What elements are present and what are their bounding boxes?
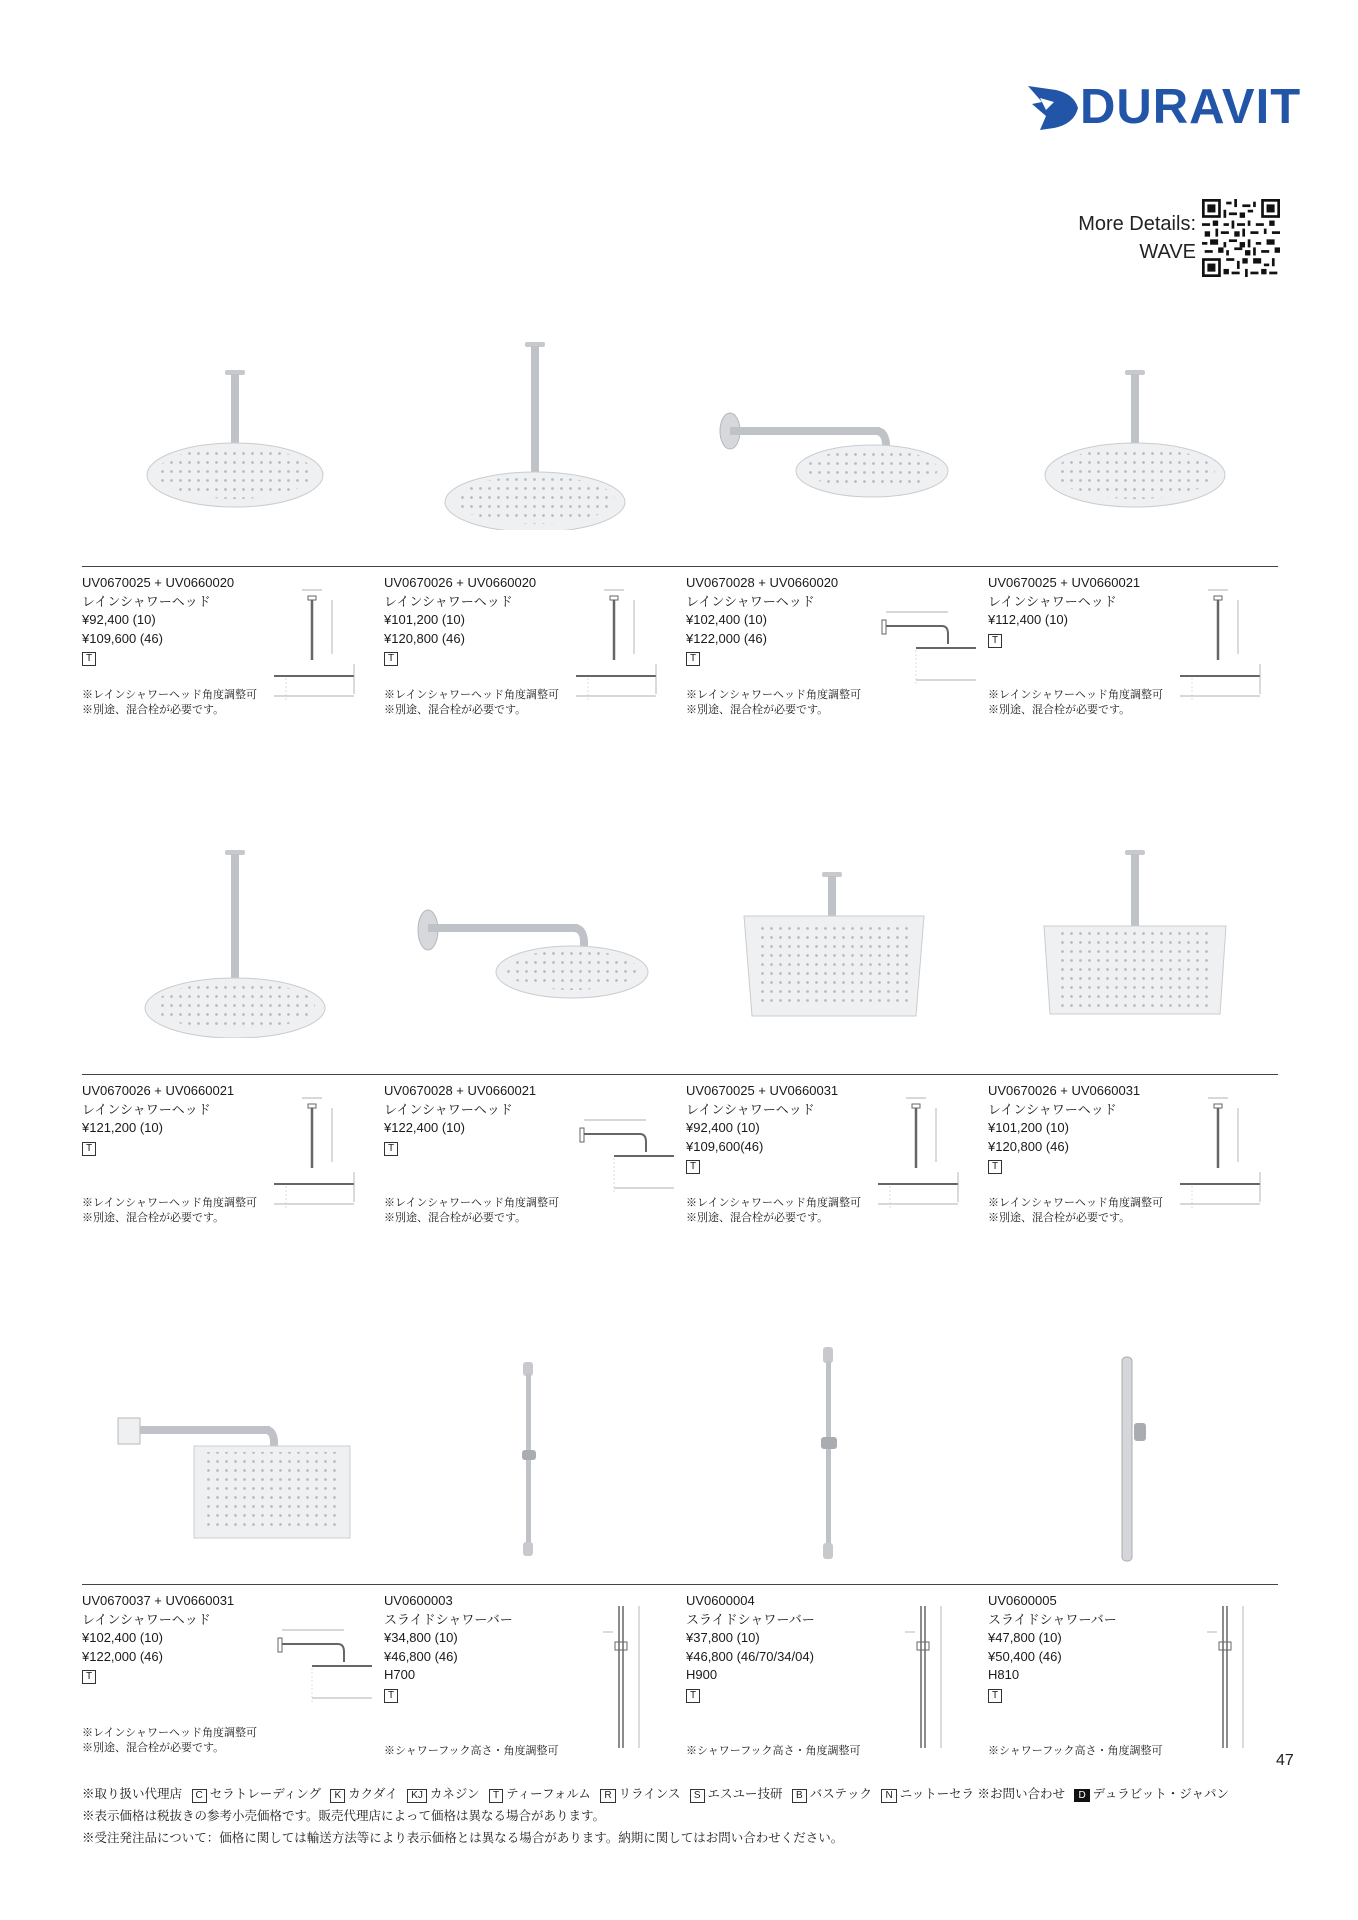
dealer-badge: T [988, 634, 1002, 648]
product-code: UV0670026 + UV0660031 [988, 1083, 1141, 1098]
product-card [82, 574, 382, 734]
product-name: スライドシャワーバー [384, 1611, 513, 1627]
product-info [82, 1592, 242, 1685]
product-photo-8 [1040, 848, 1230, 1018]
product-card [686, 574, 986, 734]
product-code: UV0600003 [384, 1593, 453, 1608]
technical-drawing [272, 584, 372, 704]
product-photo-7 [740, 870, 930, 1020]
product-note: ※別途、混合栓が必要です。 [82, 1742, 225, 1754]
product-photo-2 [440, 340, 630, 530]
more-details-label: More Details: [1078, 213, 1196, 235]
product-note: ※シャワーフック高さ・角度調整可 [988, 1745, 1163, 1757]
dealer-badge: S [690, 1789, 705, 1803]
product-note: ※レインシャワーヘッド角度調整可 [988, 1197, 1163, 1209]
footer-order-note: ※受注発注品について：価格に関しては輸送方法等により表示価格とは異なる場合があります。納期に関してはお問い合わせください。 [82, 1831, 844, 1845]
product-code: UV0670025 + UV0660021 [988, 575, 1141, 590]
product-note: ※レインシャワーヘッド角度調整可 [82, 1197, 257, 1209]
product-code: UV0670025 + UV0660020 [82, 575, 235, 590]
product-note: ※レインシャワーヘッド角度調整可 [988, 689, 1163, 701]
product-price: ¥112,400 (10) [988, 612, 1068, 627]
product-price: ¥50,400 (46) [988, 1648, 1062, 1664]
product-note: ※レインシャワーヘッド角度調整可 [686, 689, 861, 701]
inquiry-name: デュラビット・ジャパン [1092, 1787, 1230, 1801]
product-card [988, 1082, 1288, 1242]
product-photo-5 [140, 848, 330, 1038]
dealers-prefix: ※取り扱い代理店 [82, 1787, 183, 1801]
technical-drawing [574, 584, 674, 704]
series-name: WAVE [1139, 241, 1196, 263]
product-note: ※シャワーフック高さ・角度調整可 [686, 1745, 861, 1757]
row-divider-3 [82, 1584, 1278, 1585]
product-price: H700 [384, 1667, 416, 1682]
technical-drawing [272, 1602, 372, 1722]
technical-drawing [272, 1092, 372, 1212]
page-number: 47 [1276, 1752, 1294, 1769]
product-name: レインシャワーヘッド [686, 1101, 815, 1117]
product-note: ※シャワーフック高さ・角度調整可 [384, 1745, 559, 1757]
product-note: ※別途、混合栓が必要です。 [82, 704, 225, 716]
dealer-name: エスユー技研 [707, 1787, 783, 1801]
product-code: UV0670025 + UV0660031 [686, 1083, 839, 1098]
product-info [686, 1592, 846, 1703]
product-price: ¥120,800 (46) [384, 630, 465, 646]
dealer-badge: T [686, 1689, 700, 1703]
product-price: ¥92,400 (10) [686, 1120, 760, 1135]
dealer-badge: T [384, 1142, 398, 1156]
dealer-badge: T [82, 1670, 96, 1684]
dealer-name: カクダイ [348, 1787, 398, 1801]
product-card [82, 1082, 382, 1242]
product-price: ¥34,800 (10) [384, 1630, 458, 1645]
product-info [82, 574, 242, 667]
qr-code-icon[interactable] [1202, 199, 1280, 277]
product-card [988, 574, 1288, 734]
product-note: ※レインシャワーヘッド角度調整可 [384, 1197, 559, 1209]
dealer-name: リラインス [618, 1787, 681, 1801]
duravit-logo [1026, 80, 1302, 136]
product-photo-6 [414, 904, 654, 1014]
dealer-badge: T [384, 1689, 398, 1703]
product-price: H810 [988, 1667, 1020, 1682]
dealer-badge: B [792, 1789, 807, 1803]
brand-name: DURAVIT [1080, 80, 1302, 134]
product-price: H900 [686, 1667, 718, 1682]
technical-drawing [599, 1602, 699, 1752]
inquiry-label: ※お問い合わせ [977, 1787, 1065, 1801]
dealer-badge: N [881, 1789, 896, 1803]
product-info [686, 1082, 846, 1175]
technical-drawing [876, 584, 976, 704]
product-price: ¥102,400 (10) [686, 612, 767, 627]
product-card [384, 574, 684, 734]
product-price: ¥109,600 (46) [82, 630, 163, 646]
product-code: UV0670037 + UV0660031 [82, 1593, 235, 1608]
product-info [988, 574, 1148, 648]
product-card [988, 1592, 1288, 1757]
footer-dealers [82, 1783, 1229, 1805]
product-photo-10 [515, 1360, 545, 1560]
product-name: レインシャワーヘッド [82, 593, 211, 609]
product-info [384, 574, 544, 667]
dealer-badge: T [686, 652, 700, 666]
product-note: ※レインシャワーヘッド角度調整可 [686, 1197, 861, 1209]
product-photo-1 [140, 368, 330, 508]
product-photo-12 [1110, 1355, 1150, 1565]
product-price: ¥102,400 (10) [82, 1630, 163, 1645]
product-note: ※別途、混合栓が必要です。 [686, 704, 829, 716]
product-note: ※別途、混合栓が必要です。 [384, 1212, 527, 1224]
product-name: スライドシャワーバー [686, 1611, 815, 1627]
product-photo-11 [815, 1345, 845, 1565]
product-card [384, 1592, 684, 1757]
product-name: レインシャワーヘッド [988, 593, 1117, 609]
product-info [686, 574, 846, 667]
product-info [988, 1082, 1148, 1175]
product-price: ¥101,200 (10) [988, 1120, 1069, 1135]
product-info [384, 1082, 544, 1156]
product-price: ¥46,800 (46) [384, 1648, 458, 1664]
product-info [82, 1082, 242, 1156]
product-note: ※レインシャワーヘッド角度調整可 [82, 1727, 257, 1739]
product-code: UV0600005 [988, 1593, 1057, 1608]
product-price: ¥37,800 (10) [686, 1630, 760, 1645]
dealer-badge: C [192, 1789, 207, 1803]
dealer-badge: T [82, 652, 96, 666]
dealer-badge: T [489, 1789, 503, 1803]
dealer-name: カネジン [429, 1787, 480, 1801]
technical-drawing [1203, 1602, 1303, 1752]
product-note: ※別途、混合栓が必要です。 [384, 704, 527, 716]
product-note: ※レインシャワーヘッド角度調整可 [82, 689, 257, 701]
product-price: ¥92,400 (10) [82, 612, 156, 627]
product-name: レインシャワーヘッド [384, 593, 513, 609]
footer-price-note: ※表示価格は税抜きの参考小売価格です。販売代理店によって価格は異なる場合があります。 [82, 1809, 606, 1823]
product-note: ※別途、混合栓が必要です。 [82, 1212, 225, 1224]
product-price: ¥109,600(46) [686, 1138, 764, 1154]
dealer-badge: T [988, 1689, 1002, 1703]
product-card [384, 1082, 684, 1242]
dealer-badge: KJ [407, 1789, 427, 1803]
inquiry-badge: D [1074, 1789, 1089, 1802]
dealer-name: セラトレーディング [209, 1787, 321, 1801]
product-photo-9 [114, 1412, 354, 1542]
product-price: ¥120,800 (46) [988, 1138, 1069, 1154]
product-name: レインシャワーヘッド [82, 1101, 211, 1117]
duravit-bird-icon [1026, 80, 1082, 136]
product-code: UV0670028 + UV0660020 [686, 575, 839, 590]
product-name: レインシャワーヘッド [686, 593, 815, 609]
product-name: レインシャワーヘッド [384, 1101, 513, 1117]
product-note: ※別途、混合栓が必要です。 [988, 704, 1131, 716]
more-details [1078, 210, 1196, 266]
product-name: レインシャワーヘッド [988, 1101, 1117, 1117]
product-code: UV0600004 [686, 1593, 755, 1608]
product-price: ¥47,800 (10) [988, 1630, 1062, 1645]
product-photo-4 [1040, 368, 1230, 513]
product-price: ¥122,000 (46) [686, 630, 767, 646]
product-note: ※別途、混合栓が必要です。 [988, 1212, 1131, 1224]
product-card [686, 1592, 986, 1757]
product-price: ¥101,200 (10) [384, 612, 465, 627]
row-divider-1 [82, 566, 1278, 567]
row-divider-2 [82, 1074, 1278, 1075]
product-info [988, 1592, 1148, 1703]
dealer-badge: T [988, 1160, 1002, 1174]
product-note: ※別途、混合栓が必要です。 [686, 1212, 829, 1224]
dealer-badge: R [600, 1789, 615, 1803]
dealer-name: ニットーセラ [899, 1787, 974, 1801]
technical-drawing [574, 1092, 674, 1212]
dealer-badge: T [82, 1142, 96, 1156]
product-name: レインシャワーヘッド [82, 1611, 211, 1627]
dealer-badge: T [686, 1160, 700, 1174]
footer [82, 1783, 1229, 1849]
technical-drawing [1178, 584, 1278, 704]
product-price: ¥46,800 (46/70/34/04) [686, 1648, 814, 1664]
technical-drawing [876, 1092, 976, 1212]
technical-drawing [901, 1602, 1001, 1752]
product-note: ※レインシャワーヘッド角度調整可 [384, 689, 559, 701]
product-card [686, 1082, 986, 1242]
technical-drawing [1178, 1092, 1278, 1212]
product-photo-3 [716, 405, 956, 515]
product-info [384, 1592, 544, 1703]
dealer-name: ティーフォルム [506, 1787, 591, 1801]
product-code: UV0670028 + UV0660021 [384, 1083, 537, 1098]
dealer-name: バステック [809, 1787, 872, 1801]
dealer-badge: T [384, 652, 398, 666]
product-price: ¥121,200 (10) [82, 1120, 163, 1135]
dealer-badge: K [330, 1789, 345, 1803]
product-code: UV0670026 + UV0660020 [384, 575, 537, 590]
product-name: スライドシャワーバー [988, 1611, 1117, 1627]
product-price: ¥122,000 (46) [82, 1648, 163, 1664]
product-card [82, 1592, 382, 1752]
product-code: UV0670026 + UV0660021 [82, 1083, 235, 1098]
product-price: ¥122,400 (10) [384, 1120, 465, 1135]
